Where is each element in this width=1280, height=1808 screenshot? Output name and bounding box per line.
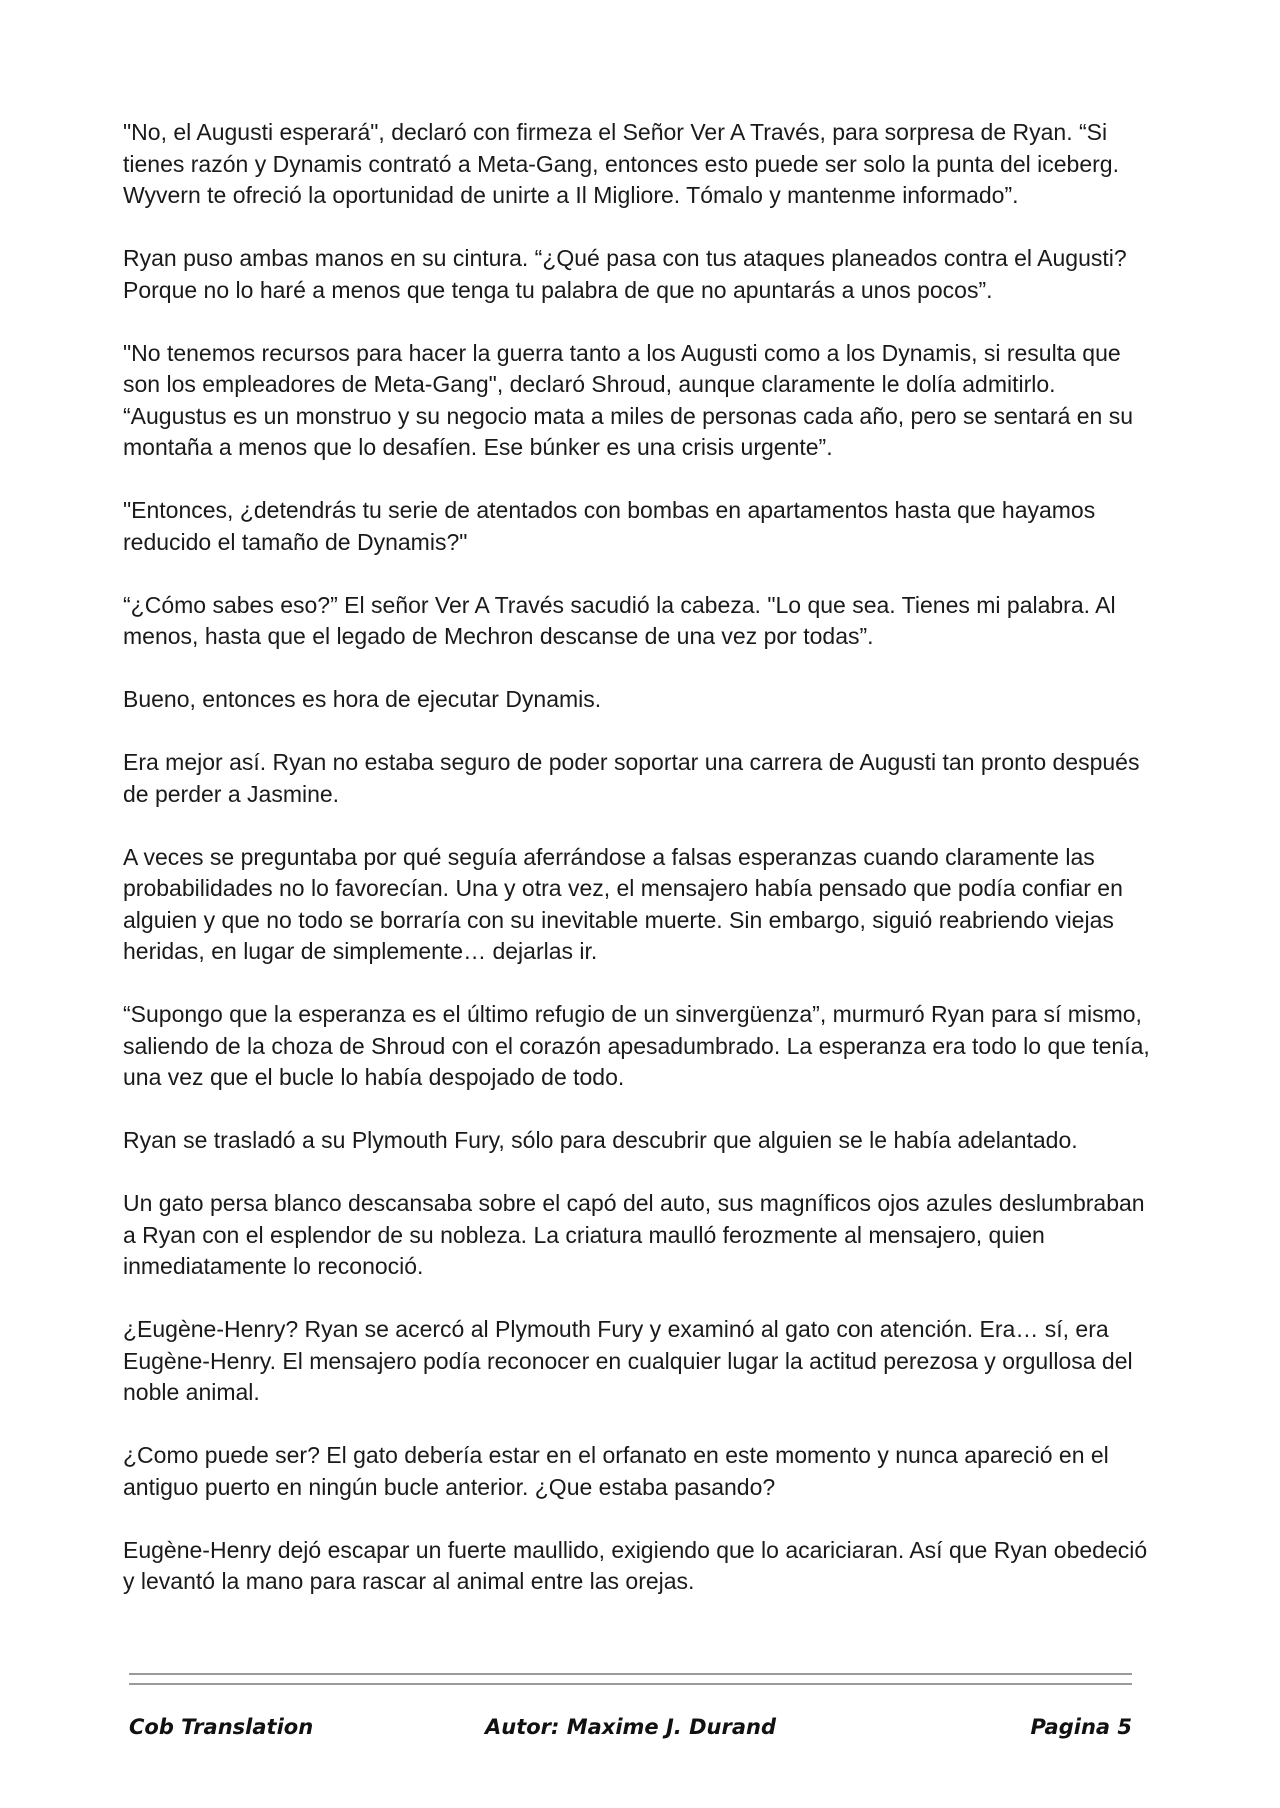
- footer-translator: Cob Translation: [129, 1715, 314, 1739]
- paragraph: "Entonces, ¿detendrás tu serie de atentados con bombas en apartamentos hasta que hayamos reducido el tamaño de Dynamis?": [123, 497, 1096, 555]
- paragraph: “Supongo que la esperanza es el último refugio de un sinvergüenza”, murmuró Ryan para sí mismo, saliendo de la choza de Shroud con el corazón apesadumbrado. La esperanza era todo lo que tenía, una vez que el bucle lo había despojado de todo.: [123, 1001, 1150, 1090]
- footer-page-number: Pagina 5: [1030, 1715, 1132, 1739]
- paragraph: "No, el Augusti esperará", declaró con firmeza el Señor Ver A Través, para sorpresa de Ryan. “Si tienes razón y Dynamis contrató a Meta-Gang, entonces esto puede ser solo la punta del iceberg. Wyvern te ofreció la oportunidad de unirte a Il Migliore. Tómalo y mantenme informado”.: [123, 119, 1119, 208]
- paragraph: Ryan se trasladó a su Plymouth Fury, sólo para descubrir que alguien se le había adelantado.: [123, 1127, 1078, 1153]
- footer-author: Autor: Maxime J. Durand: [485, 1715, 776, 1739]
- page-body: [123, 117, 1153, 1629]
- page-footer: [129, 1715, 1132, 1749]
- paragraph: Ryan puso ambas manos en su cintura. “¿Qué pasa con tus ataques planeados contra el Augusti? Porque no lo haré a menos que tenga tu palabra de que no apuntarás a unos pocos”.: [123, 245, 1127, 303]
- footer-divider-bottom: [129, 1683, 1132, 1685]
- paragraph: A veces se preguntaba por qué seguía aferrándose a falsas esperanzas cuando claramente las probabilidades no lo favorecían. Una y otra vez, el mensajero había pensado que podía confiar en alguien y que no todo se borraría con su inevitable muerte. Sin embargo, siguió reabriendo viejas heridas, en lugar de simplemente… dejarlas ir.: [123, 843, 1123, 964]
- footer-divider-top: [129, 1673, 1132, 1675]
- paragraph: ¿Como puede ser? El gato debería estar en el orfanato en este momento y nunca apareció en el antiguo puerto en ningún bucle anterior. ¿Que estaba pasando?: [123, 1442, 1109, 1500]
- paragraph: Eugène-Henry dejó escapar un fuerte maullido, exigiendo que lo acariciaran. Así que Ryan obedeció y levantó la mano para rascar al animal entre las orejas.: [123, 1536, 1148, 1594]
- paragraph: Era mejor así. Ryan no estaba seguro de poder soportar una carrera de Augusti tan pronto después de perder a Jasmine.: [123, 749, 1140, 807]
- paragraph: Bueno, entonces es hora de ejecutar Dynamis.: [123, 686, 602, 712]
- paragraph: “¿Cómo sabes eso?” El señor Ver A Través sacudió la cabeza. "Lo que sea. Tienes mi palabra. Al menos, hasta que el legado de Mechron descanse de una vez por todas”.: [123, 591, 1116, 649]
- paragraph: "No tenemos recursos para hacer la guerra tanto a los Augusti como a los Dynamis, si resulta que son los empleadores de Meta-Gang", declaró Shroud, aunque claramente le dolía admitirlo. “Augustus es un monstruo y su negocio mata a miles de personas cada año, pero se sentará en su montaña a menos que lo desafíen. Ese búnker es una crisis urgente”.: [123, 339, 1134, 460]
- paragraph: ¿Eugène-Henry? Ryan se acercó al Plymouth Fury y examinó al gato con atención. Era… sí, era Eugène-Henry. El mensajero podía reconocer en cualquier lugar la actitud perezosa y orgullosa del noble animal.: [123, 1316, 1133, 1405]
- paragraph: Un gato persa blanco descansaba sobre el capó del auto, sus magníficos ojos azules deslumbraban a Ryan con el esplendor de su nobleza. La criatura maulló ferozmente al mensajero, quien inmediatamente lo reconoció.: [123, 1190, 1145, 1279]
